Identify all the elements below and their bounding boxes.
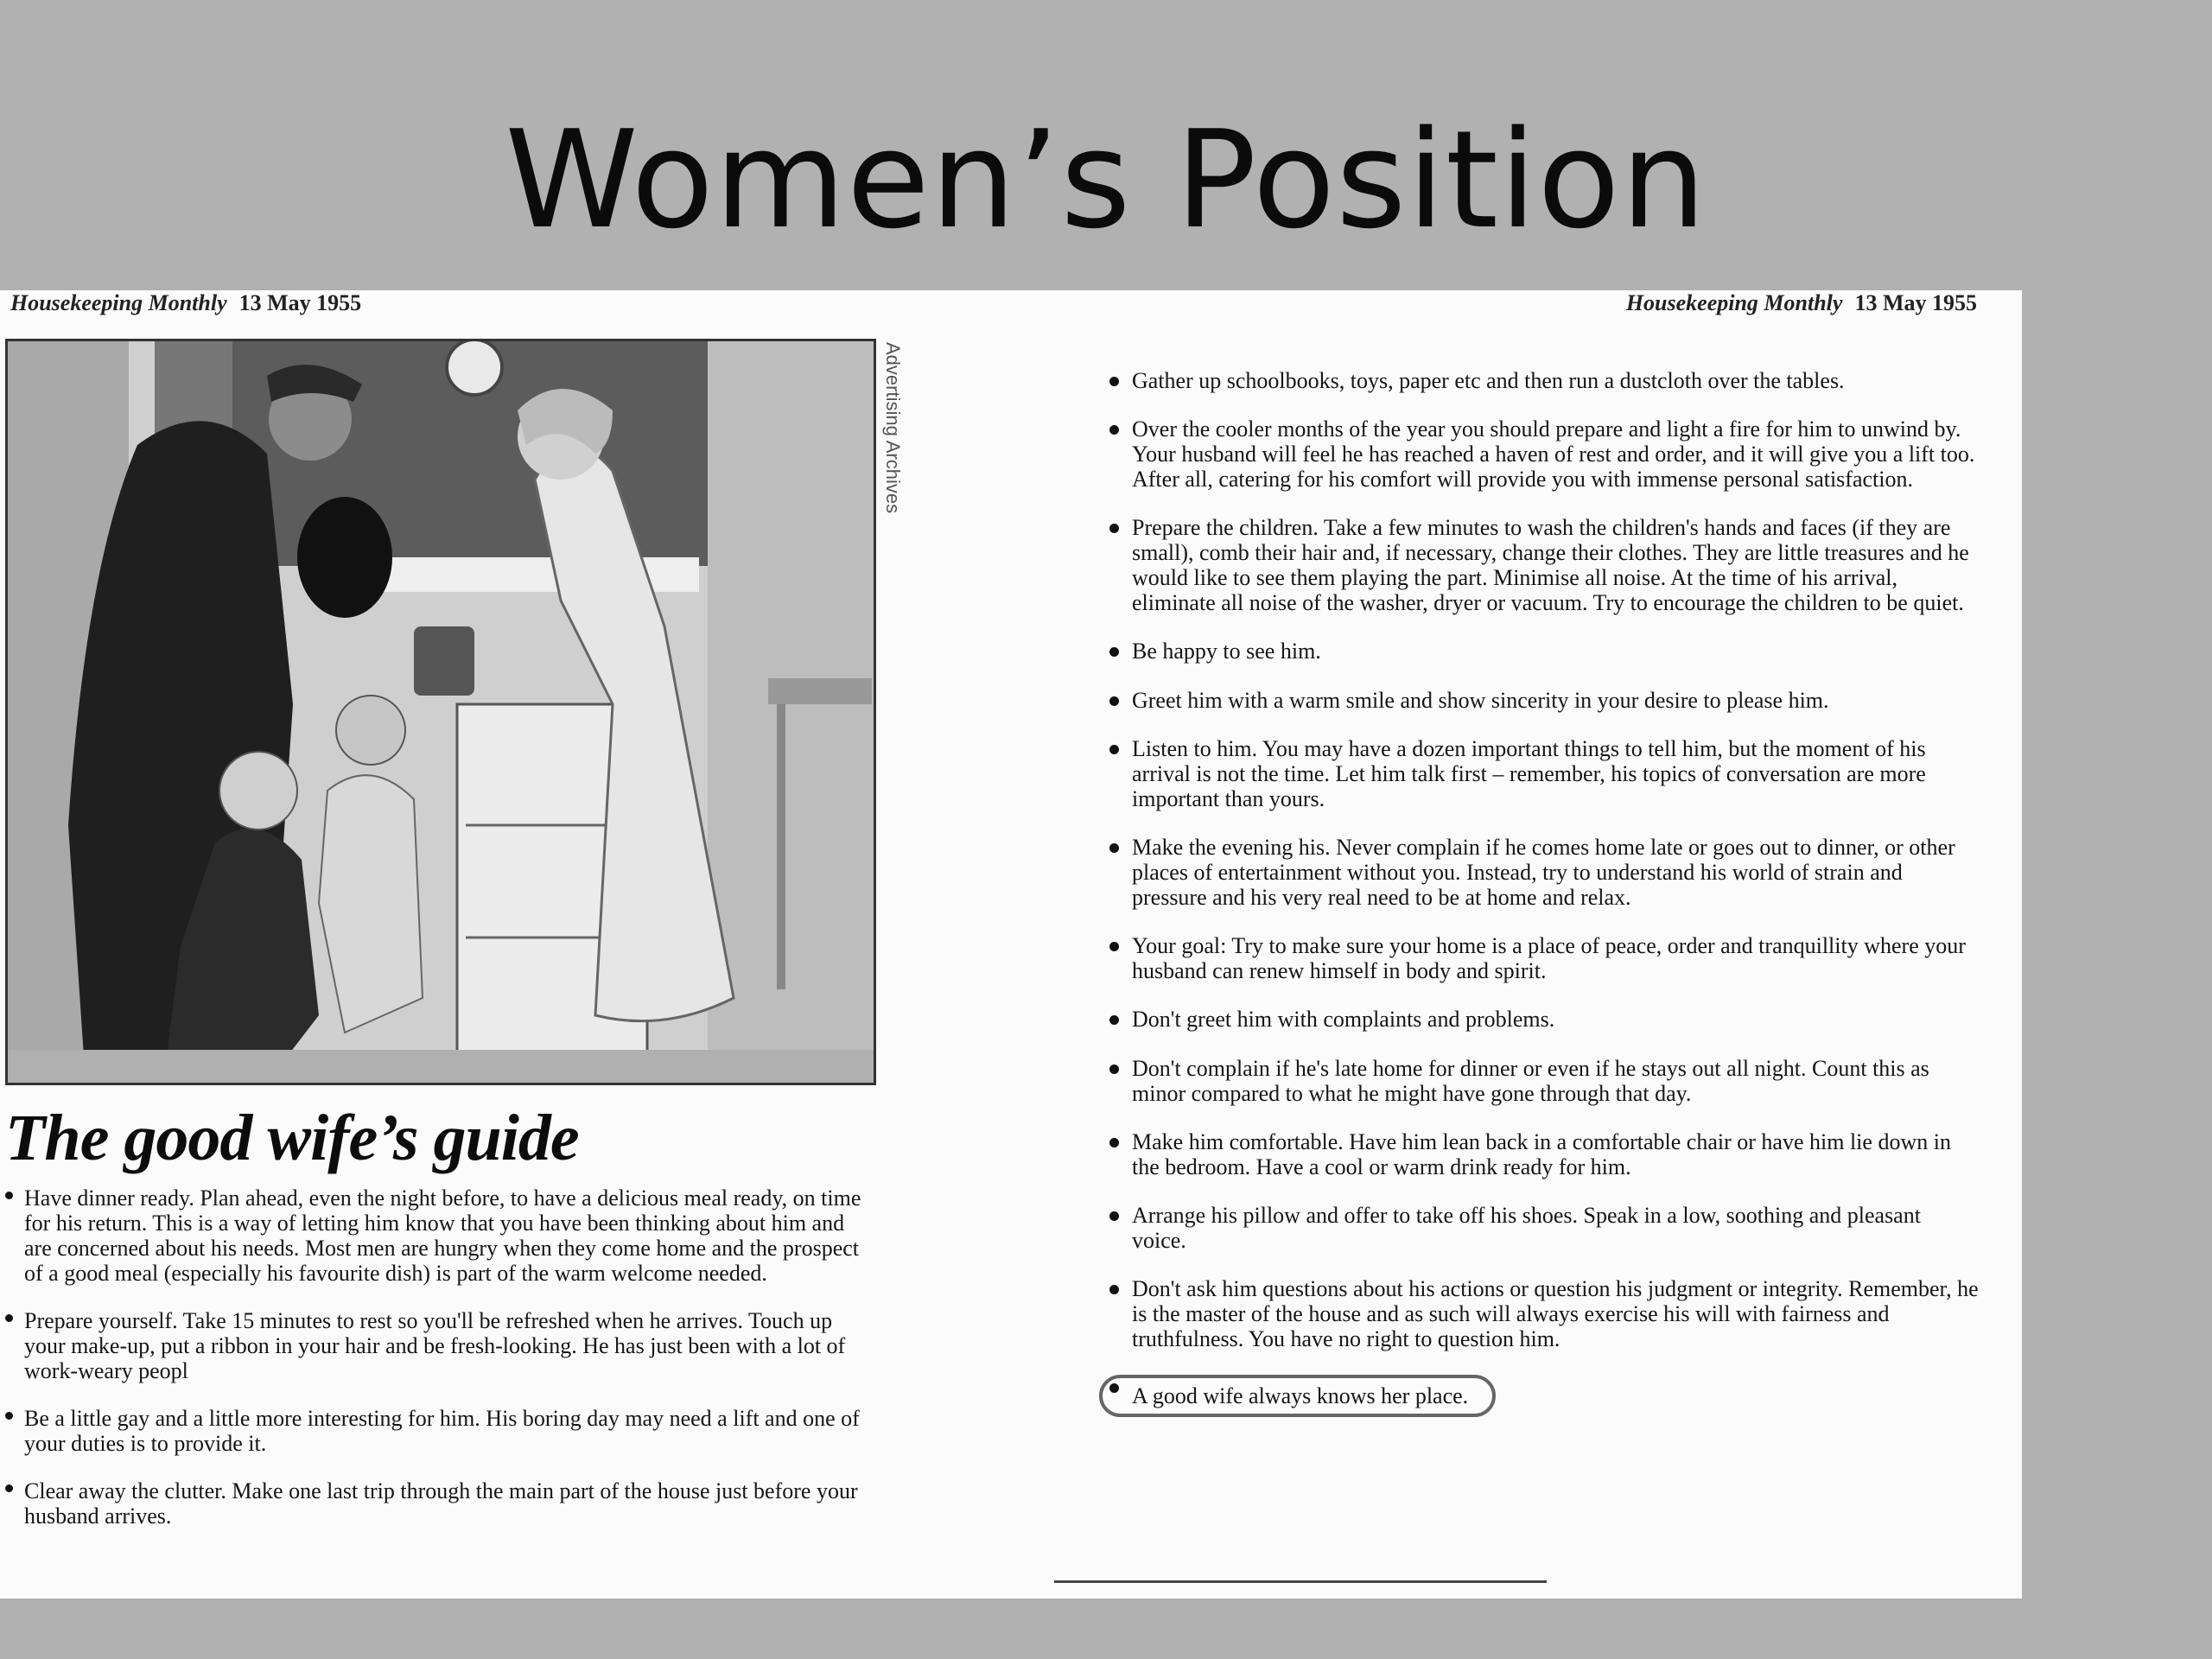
guide-list-right	[1106, 368, 1979, 1440]
list-item-circled	[1106, 1375, 1979, 1417]
publication-name: Housekeeping Monthly	[10, 290, 227, 315]
masthead-right	[1626, 290, 1977, 316]
kitchen-scene-image	[8, 341, 874, 1083]
list-item: Don't complain if he's late home for dinner or even if he stays out all night. Count this as minor compared to what he might have gone through that day.	[1106, 1056, 1979, 1106]
list-item: Make the evening his. Never complain if he comes home late or goes out to dinner, or other places of entertainment without you. Instead, try to understand his world of strain and pressure and his very real need to be at home and relax.	[1106, 835, 1979, 910]
list-item: Arrange his pillow and offer to take off his shoes. Speak in a low, soothing and pleasant voice.	[1106, 1203, 1979, 1253]
list-item: Don't greet him with complaints and problems.	[1106, 1007, 1979, 1032]
list-item: Greet him with a warm smile and show sincerity in your desire to please him.	[1106, 688, 1979, 713]
list-item: Make him comfortable. Have him lean back in a comfortable chair or have him lie down in the bedroom. Have a cool or warm drink ready for him.	[1106, 1129, 1979, 1179]
list-item: Clear away the clutter. Make one last trip through the main part of the house just before your husband arrives.	[3, 1478, 876, 1529]
list-item: Be happy to see him.	[1106, 639, 1979, 664]
publication-date: 13 May 1955	[1854, 290, 1977, 315]
masthead-left	[10, 290, 361, 316]
publication-name: Housekeeping Monthly	[1625, 290, 1843, 315]
list-item: Over the cooler months of the year you should prepare and light a fire for him to unwind by. Your husband will feel he has reached a haven of rest and order, and it will give you a lift too. After all, catering for his comfort will provide you with immense personal satisfaction.	[1106, 416, 1979, 492]
list-item: Your goal: Try to make sure your home is a place of peace, order and tranquillity where your husband can renew himself in body and spirit.	[1106, 933, 1979, 983]
list-item: Have dinner ready. Plan ahead, even the night before, to have a delicious meal ready, on time for his return. This is a way of letting him know that you have been thinking about him and are concerned about his needs. Most men are hungry when they come home and the prospect of a good meal (especially his favourite dish) is part of the warm welcome needed.	[3, 1185, 876, 1286]
vintage-kitchen-illustration	[5, 339, 876, 1085]
divider	[1054, 1580, 1547, 1583]
image-credit: Advertising Archives	[882, 342, 904, 514]
publication-date: 13 May 1955	[238, 290, 362, 315]
slide-title: Women’s Position	[505, 101, 1707, 258]
list-item: Listen to him. You may have a dozen important things to tell him, but the moment of his arrival is not the time. Let him talk first – remember, his topics of conversation are more important than yours.	[1106, 736, 1979, 811]
guide-list-left	[3, 1185, 876, 1551]
circled-item-text: A good wife always knows her place.	[1099, 1375, 1496, 1417]
list-item: Be a little gay and a little more interesting for him. His boring day may need a lift and one of your duties is to provide it.	[3, 1406, 876, 1456]
list-item: Prepare yourself. Take 15 minutes to rest so you'll be refreshed when he arrives. Touch up your make-up, put a ribbon in your hair and be fresh-looking. He has just been with a lot of work-weary peopl	[3, 1308, 876, 1383]
guide-heading: The good wife’s guide	[5, 1102, 579, 1174]
list-item: Gather up schoolbooks, toys, paper etc and then run a dustcloth over the tables.	[1106, 368, 1979, 393]
newspaper-clipping	[0, 290, 2022, 1599]
list-item: Don't ask him questions about his actions or question his judgment or integrity. Remember, he is the master of the house and as such will always exercise his will with fairness and truthfulness. You have no right to question him.	[1106, 1276, 1979, 1351]
list-item: Prepare the children. Take a few minutes to wash the children's hands and faces (if they are small), comb their hair and, if necessary, change their clothes. They are little treasures and he would like to see them playing the part. Minimise all noise. At the time of his arrival, eliminate all noise of the washer, dryer or vacuum. Try to encourage the children to be quiet.	[1106, 515, 1979, 615]
